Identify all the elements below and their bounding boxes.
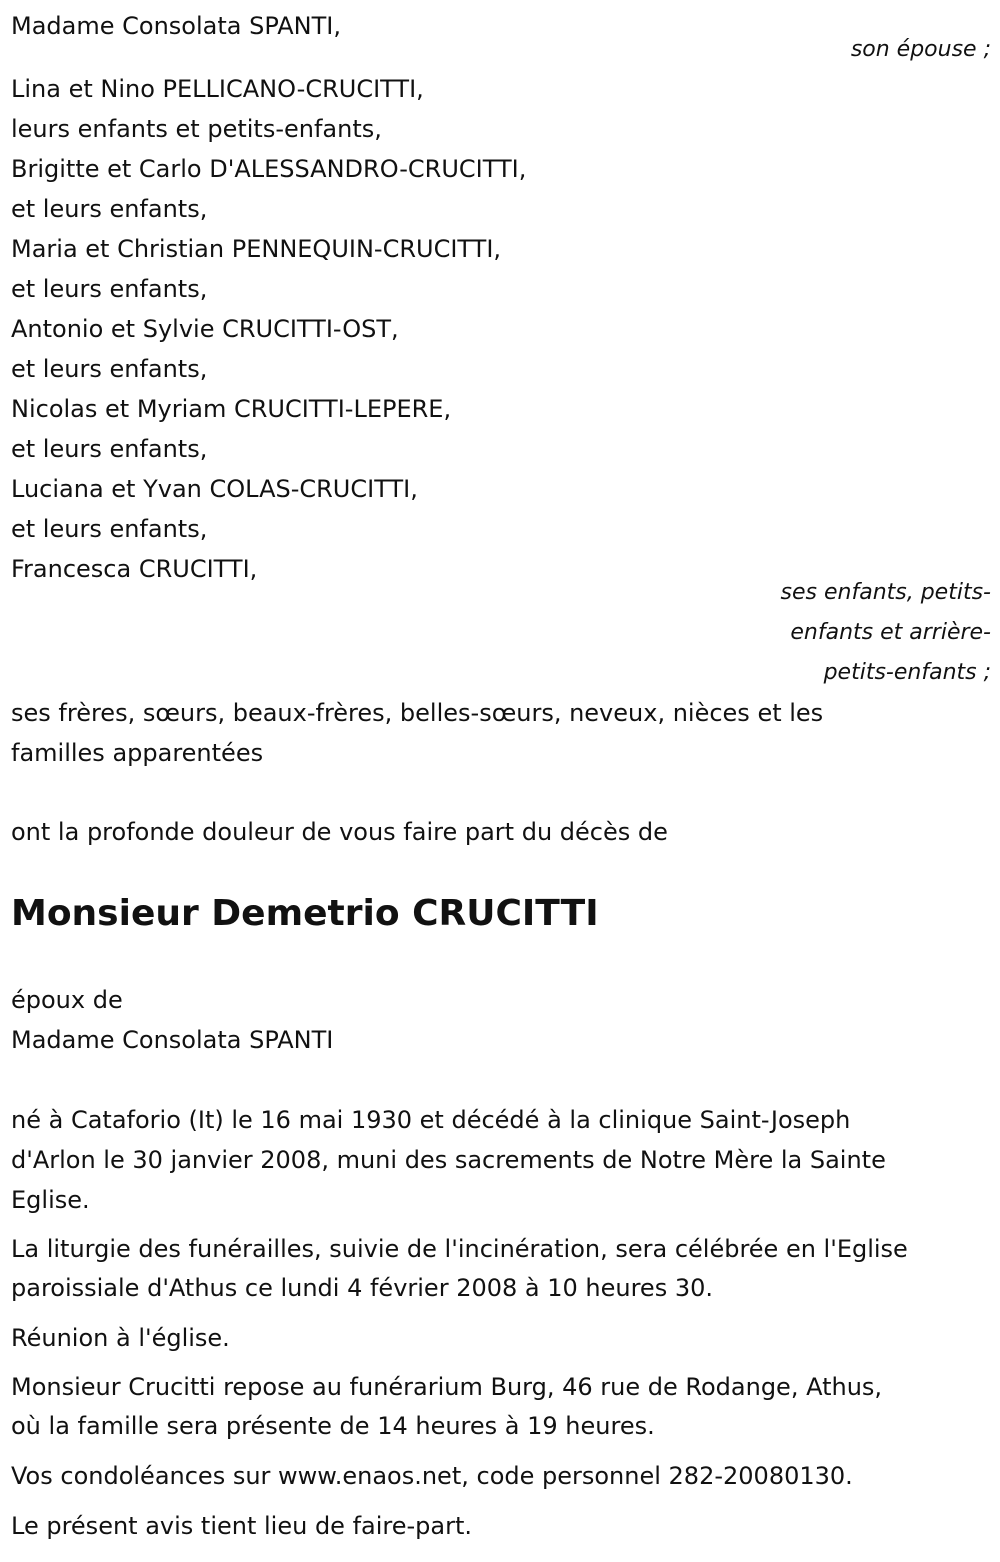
child-line: leurs enfants et petits-enfants, <box>11 115 382 143</box>
children-role-line: petits-enfants ; <box>823 660 991 685</box>
child-line: Brigitte et Carlo D'ALESSANDRO-CRUCITTI, <box>11 155 527 183</box>
spouse-name: Madame Consolata SPANTI, <box>11 12 341 40</box>
obituary-notice <box>11 0 991 1562</box>
child-line: Maria et Christian PENNEQUIN-CRUCITTI, <box>11 235 502 263</box>
deceased-name: Monsieur Demetrio CRUCITTI <box>11 893 599 934</box>
spouse-label: époux de <box>11 986 123 1014</box>
child-line: Nicolas et Myriam CRUCITTI-LEPERE, <box>11 395 452 423</box>
notice-line: Le présent avis tient lieu de faire-part. <box>11 1512 473 1540</box>
liturgy-line: La liturgie des funérailles, suivie de l'incinération, sera célébrée en l'Eglise <box>11 1235 908 1263</box>
condolences-line: Vos condoléances sur www.enaos.net, code personnel 282-20080130. <box>11 1462 853 1490</box>
child-line: Francesca CRUCITTI, <box>11 555 258 583</box>
child-line: et leurs enfants, <box>11 435 208 463</box>
funeral-home-line: où la famille sera présente de 14 heures à 19 heures. <box>11 1412 655 1440</box>
deceased-spouse-name: Madame Consolata SPANTI <box>11 1026 334 1054</box>
child-line: et leurs enfants, <box>11 195 208 223</box>
child-line: et leurs enfants, <box>11 515 208 543</box>
child-line: Antonio et Sylvie CRUCITTI-OST, <box>11 315 399 343</box>
liturgy-line: paroissiale d'Athus ce lundi 4 février 2008 à 10 heures 30. <box>11 1274 713 1302</box>
siblings-line: familles apparentées <box>11 739 264 767</box>
meeting-line: Réunion à l'église. <box>11 1324 230 1352</box>
child-line: et leurs enfants, <box>11 275 208 303</box>
birth-death-line: Eglise. <box>11 1186 90 1214</box>
announcement: ont la profonde douleur de vous faire part du décès de <box>11 818 668 846</box>
child-line: Luciana et Yvan COLAS-CRUCITTI, <box>11 475 418 503</box>
birth-death-line: né à Cataforio (It) le 16 mai 1930 et décédé à la clinique Saint-Joseph <box>11 1106 851 1134</box>
spouse-role: son épouse ; <box>850 37 991 62</box>
child-line: et leurs enfants, <box>11 355 208 383</box>
children-role-line: enfants et arrière- <box>790 620 991 645</box>
siblings-line: ses frères, sœurs, beaux-frères, belles-sœurs, neveux, nièces et les <box>11 699 824 727</box>
birth-death-line: d'Arlon le 30 janvier 2008, muni des sacrements de Notre Mère la Sainte <box>11 1146 886 1174</box>
child-line: Lina et Nino PELLICANO-CRUCITTI, <box>11 75 424 103</box>
children-role-line: ses enfants, petits- <box>780 580 991 605</box>
funeral-home-line: Monsieur Crucitti repose au funérarium Burg, 46 rue de Rodange, Athus, <box>11 1373 883 1401</box>
